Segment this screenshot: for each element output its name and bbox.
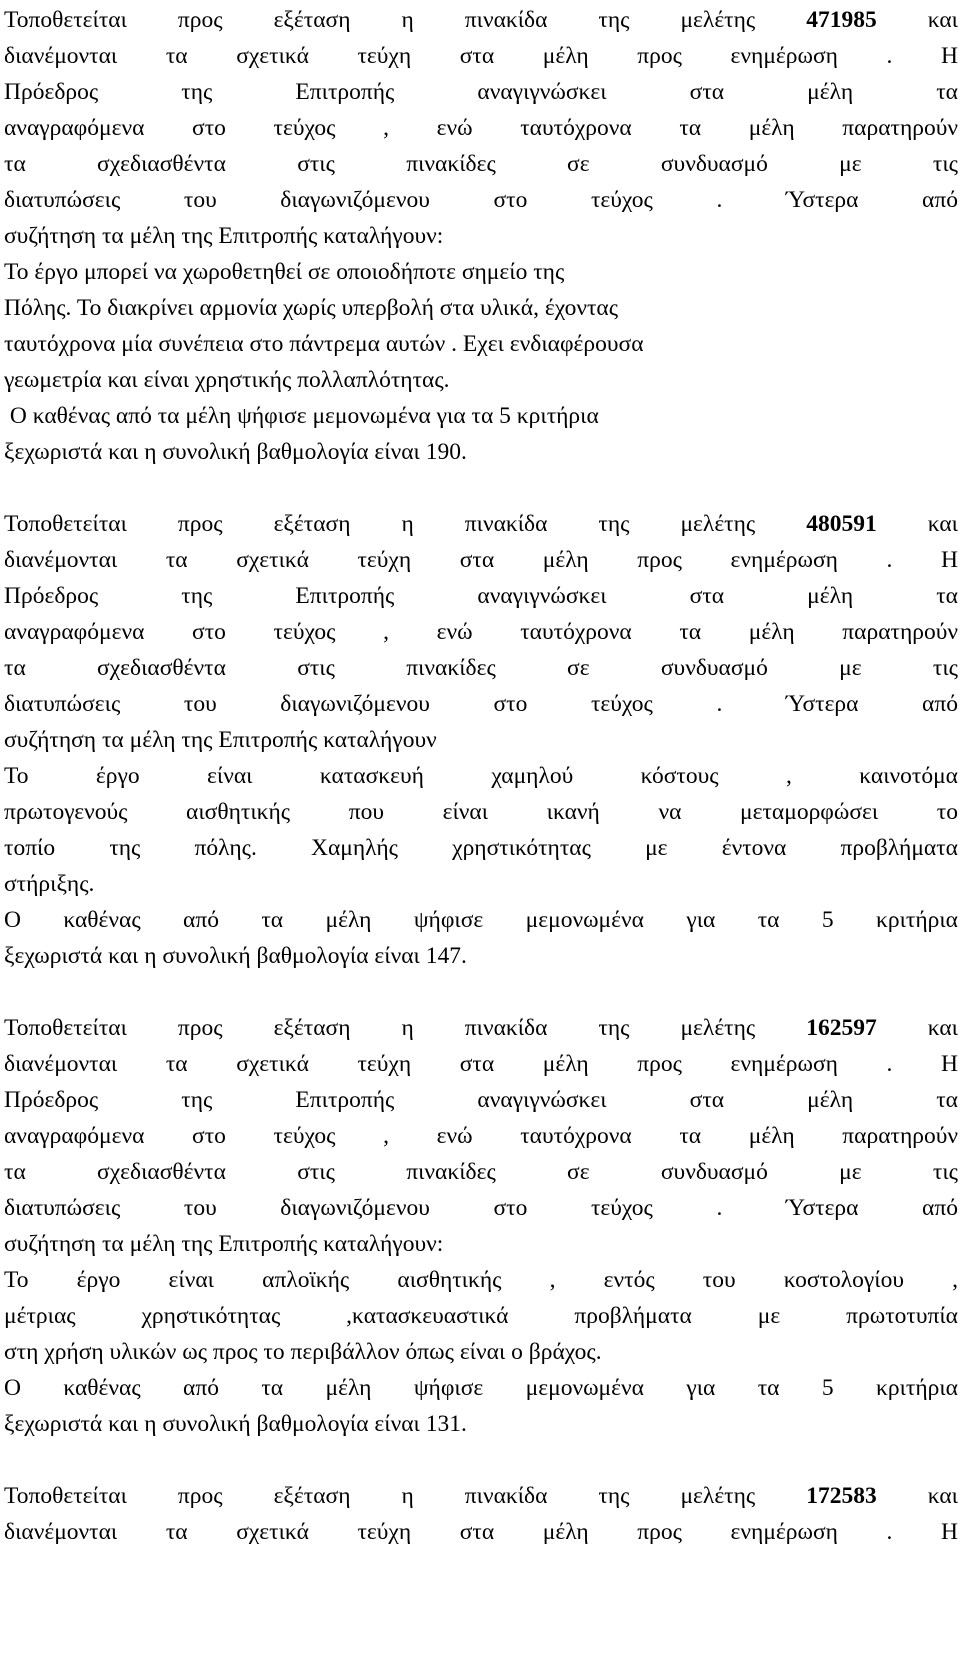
paragraph-line: Πρόεδρος της Επιτροπής αναγιγνώσκει στα μέλη τα — [4, 79, 958, 105]
paragraph-spacer — [4, 470, 958, 506]
paragraph-line: Πρόεδρος της Επιτροπής αναγιγνώσκει στα μέλη τα — [4, 583, 958, 609]
line-text: Τοποθετείται προς εξέταση η πινακίδα της μελέτης — [4, 1483, 807, 1509]
paragraph-line: ξεχωριστά και η συνολική βαθμολογία είναι 190. — [4, 439, 467, 465]
paragraph-line: συζήτηση τα μέλη της Επιτροπής καταλήγουν: — [4, 223, 444, 249]
paragraph-line: συζήτηση τα μέλη της Επιτροπής καταλήγουν — [4, 727, 437, 753]
evaluation-paragraph-172583 — [4, 1478, 958, 1550]
line-text: και — [876, 1483, 958, 1509]
paragraph-line: Το έργο είναι κατασκευή χαμηλού κόστους , καινοτόμα — [4, 763, 958, 789]
paragraph-line: διανέμονται τα σχετικά τεύχη στα μέλη προς ενημέρωση . Η — [4, 43, 958, 69]
paragraph-line: αναγραφόμενα στο τεύχος , ενώ ταυτόχρονα τα μέλη παρατηρούν — [4, 1123, 958, 1149]
line-text: και — [876, 1015, 958, 1041]
study-number: 162597 — [806, 1015, 877, 1041]
paragraph-line: μέτριας χρηστικότητας ,κατασκευαστικά προβλήματα με πρωτοτυπία — [4, 1303, 958, 1329]
paragraph-line: διανέμονται τα σχετικά τεύχη στα μέλη προς ενημέρωση . Η — [4, 547, 958, 573]
paragraph-line: τα σχεδιασθέντα στις πινακίδες σε συνδυασμό με τις — [4, 655, 958, 681]
paragraph-line: Το έργο μπορεί να χωροθετηθεί σε οποιοδήποτε σημείο της — [4, 259, 565, 285]
paragraph-line — [4, 2, 958, 38]
paragraph-line: στη χρήση υλικών ως προς το περιβάλλον όπως είναι ο βράχος. — [4, 1339, 602, 1365]
paragraph-line: Ο καθένας από τα μέλη ψήφισε μεμονωμένα για τα 5 κριτήρια — [4, 1375, 958, 1401]
study-number: 471985 — [806, 7, 877, 33]
paragraph-line: Το έργο είναι απλοϊκής αισθητικής , εντός του κοστολογίου , — [4, 1267, 958, 1293]
paragraph-line: διατυπώσεις του διαγωνιζόμενου στο τεύχος . Ύστερα από — [4, 1195, 958, 1221]
paragraph-line: ξεχωριστά και η συνολική βαθμολογία είναι 147. — [4, 943, 467, 969]
paragraph-line: διανέμονται τα σχετικά τεύχη στα μέλη προς ενημέρωση . Η — [4, 1051, 958, 1077]
line-text: και — [876, 7, 958, 33]
paragraph-line: Πόλης. Το διακρίνει αρμονία χωρίς υπερβολή στα υλικά, έχοντας — [4, 295, 619, 321]
paragraph-line: Ο καθένας από τα μέλη ψήφισε μεμονωμένα για τα 5 κριτήρια — [4, 403, 599, 429]
paragraph-line: τα σχεδιασθέντα στις πινακίδες σε συνδυασμό με τις — [4, 1159, 958, 1185]
evaluation-paragraph-162597 — [4, 1010, 958, 1442]
line-text: Τοποθετείται προς εξέταση η πινακίδα της μελέτης — [4, 7, 807, 33]
paragraph-line — [4, 506, 958, 542]
paragraph-line: πρωτογενούς αισθητικής που είναι ικανή να μεταμορφώσει το — [4, 799, 958, 825]
study-number: 480591 — [806, 511, 877, 537]
paragraph-line: Ο καθένας από τα μέλη ψήφισε μεμονωμένα για τα 5 κριτήρια — [4, 907, 958, 933]
line-text: Τοποθετείται προς εξέταση η πινακίδα της μελέτης — [4, 511, 807, 537]
paragraph-line: στήριξης. — [4, 871, 95, 897]
study-number: 172583 — [806, 1483, 877, 1509]
paragraph-line: Πρόεδρος της Επιτροπής αναγιγνώσκει στα μέλη τα — [4, 1087, 958, 1113]
paragraph-line: διατυπώσεις του διαγωνιζόμενου στο τεύχος . Ύστερα από — [4, 187, 958, 213]
paragraph-line: ταυτόχρονα μία συνέπεια στο πάντρεμα αυτών . Εχει ενδιαφέρουσα — [4, 331, 644, 357]
paragraph-line: ξεχωριστά και η συνολική βαθμολογία είναι 131. — [4, 1411, 467, 1437]
paragraph-line: τοπίο της πόλης. Χαμηλής χρηστικότητας με έντονα προβλήματα — [4, 835, 958, 861]
paragraph-line — [4, 1010, 958, 1046]
paragraph-spacer — [4, 1442, 958, 1478]
paragraph-line: τα σχεδιασθέντα στις πινακίδες σε συνδυασμό με τις — [4, 151, 958, 177]
line-text: και — [876, 511, 958, 537]
paragraph-line — [4, 1478, 958, 1514]
paragraph-line: διανέμονται τα σχετικά τεύχη στα μέλη προς ενημέρωση . Η — [4, 1519, 958, 1545]
evaluation-paragraph-480591 — [4, 506, 958, 974]
paragraph-spacer — [4, 974, 958, 1010]
paragraph-line: διατυπώσεις του διαγωνιζόμενου στο τεύχος . Ύστερα από — [4, 691, 958, 717]
document-page — [4, 0, 958, 1550]
paragraph-line: συζήτηση τα μέλη της Επιτροπής καταλήγουν: — [4, 1231, 444, 1257]
paragraph-line: γεωμετρία και είναι χρηστικής πολλαπλότητας. — [4, 367, 450, 393]
evaluation-paragraph-471985 — [4, 2, 958, 470]
paragraph-line: αναγραφόμενα στο τεύχος , ενώ ταυτόχρονα τα μέλη παρατηρούν — [4, 619, 958, 645]
line-text: Τοποθετείται προς εξέταση η πινακίδα της μελέτης — [4, 1015, 807, 1041]
paragraph-line: αναγραφόμενα στο τεύχος , ενώ ταυτόχρονα τα μέλη παρατηρούν — [4, 115, 958, 141]
